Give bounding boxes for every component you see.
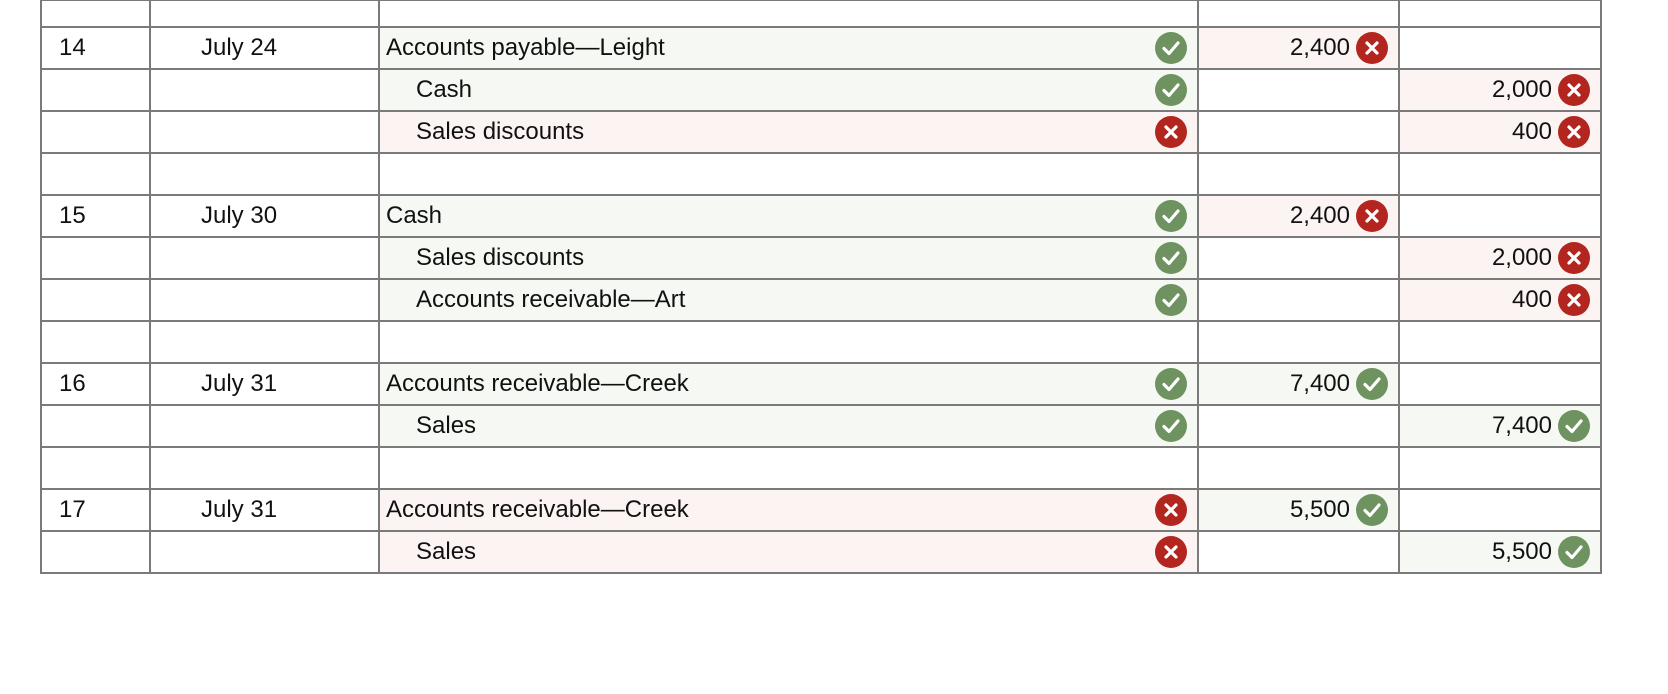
credit-field[interactable] bbox=[1399, 279, 1601, 321]
account-title: Accounts receivable—Art bbox=[416, 286, 686, 313]
account-title-field[interactable] bbox=[379, 279, 1198, 321]
date-cell bbox=[150, 195, 379, 237]
credit-field[interactable] bbox=[1399, 111, 1601, 153]
table-row bbox=[41, 363, 1601, 405]
debit-field[interactable] bbox=[1198, 489, 1399, 531]
date-cell bbox=[150, 237, 379, 279]
transaction-number: 17 bbox=[59, 496, 86, 523]
check-circle-icon bbox=[1155, 284, 1187, 316]
entry-date: July 30 bbox=[201, 202, 278, 229]
table-row bbox=[41, 531, 1601, 573]
no-cell bbox=[41, 447, 150, 489]
credit-amount: 2,000 bbox=[1491, 244, 1552, 271]
debit-amount: 7,400 bbox=[1289, 370, 1350, 397]
credit-field[interactable] bbox=[1399, 69, 1601, 111]
check-circle-icon bbox=[1155, 242, 1187, 274]
account-cell bbox=[379, 0, 1198, 27]
debit-field[interactable] bbox=[1198, 279, 1399, 321]
date-cell bbox=[150, 27, 379, 69]
spacer-row bbox=[41, 447, 1601, 489]
debit-cell[interactable] bbox=[1198, 321, 1399, 363]
transaction-number: 15 bbox=[59, 202, 86, 229]
credit-cell bbox=[1399, 0, 1601, 27]
date-cell bbox=[150, 447, 379, 489]
account-title-field[interactable] bbox=[379, 195, 1198, 237]
no-cell bbox=[41, 153, 150, 195]
debit-field[interactable] bbox=[1198, 111, 1399, 153]
journal-entry-body bbox=[41, 0, 1601, 573]
transaction-number-cell bbox=[41, 279, 150, 321]
account-title: Accounts receivable—Creek bbox=[386, 496, 689, 523]
check-circle-icon bbox=[1558, 536, 1590, 568]
table-row bbox=[41, 237, 1601, 279]
table-row bbox=[41, 405, 1601, 447]
journal-entry-table bbox=[40, 0, 1602, 574]
spacer-row bbox=[41, 321, 1601, 363]
check-circle-icon bbox=[1155, 410, 1187, 442]
check-circle-icon bbox=[1558, 410, 1590, 442]
check-circle-icon bbox=[1155, 368, 1187, 400]
transaction-number: 16 bbox=[59, 370, 86, 397]
table-row bbox=[41, 111, 1601, 153]
debit-amount: 2,400 bbox=[1289, 34, 1350, 61]
credit-field[interactable] bbox=[1399, 237, 1601, 279]
transaction-number-cell bbox=[41, 27, 150, 69]
table-row bbox=[41, 279, 1601, 321]
account-title: Accounts receivable—Creek bbox=[386, 370, 689, 397]
x-circle-icon bbox=[1155, 116, 1187, 148]
debit-cell bbox=[1198, 0, 1399, 27]
debit-field[interactable] bbox=[1198, 531, 1399, 573]
date-cell bbox=[150, 279, 379, 321]
credit-field[interactable] bbox=[1399, 195, 1601, 237]
debit-cell[interactable] bbox=[1198, 153, 1399, 195]
debit-cell[interactable] bbox=[1198, 447, 1399, 489]
table-row bbox=[41, 69, 1601, 111]
account-cell[interactable] bbox=[379, 153, 1198, 195]
account-cell[interactable] bbox=[379, 321, 1198, 363]
debit-amount: 5,500 bbox=[1289, 496, 1350, 523]
credit-field[interactable] bbox=[1399, 405, 1601, 447]
debit-field[interactable] bbox=[1198, 27, 1399, 69]
entry-date: July 31 bbox=[201, 370, 278, 397]
x-circle-icon bbox=[1155, 536, 1187, 568]
account-title-field[interactable] bbox=[379, 531, 1198, 573]
account-title-field[interactable] bbox=[379, 489, 1198, 531]
account-title-field[interactable] bbox=[379, 237, 1198, 279]
date-cell bbox=[150, 69, 379, 111]
credit-amount: 400 bbox=[1511, 286, 1552, 313]
transaction-number-cell bbox=[41, 363, 150, 405]
check-circle-icon bbox=[1155, 32, 1187, 64]
check-circle-icon bbox=[1155, 200, 1187, 232]
account-title: Accounts payable—Leight bbox=[386, 34, 665, 61]
debit-field[interactable] bbox=[1198, 195, 1399, 237]
spacer-row bbox=[41, 0, 1601, 27]
credit-amount: 2,000 bbox=[1491, 76, 1552, 103]
account-title: Sales bbox=[416, 412, 477, 439]
credit-field[interactable] bbox=[1399, 363, 1601, 405]
no-cell bbox=[41, 0, 150, 27]
credit-cell[interactable] bbox=[1399, 321, 1601, 363]
debit-amount: 2,400 bbox=[1289, 202, 1350, 229]
table-row bbox=[41, 195, 1601, 237]
x-circle-icon bbox=[1558, 74, 1590, 106]
account-title: Sales bbox=[416, 538, 477, 565]
transaction-number-cell bbox=[41, 69, 150, 111]
debit-field[interactable] bbox=[1198, 237, 1399, 279]
date-cell bbox=[150, 363, 379, 405]
account-title-field[interactable] bbox=[379, 69, 1198, 111]
x-circle-icon bbox=[1155, 494, 1187, 526]
x-circle-icon bbox=[1558, 242, 1590, 274]
entry-date: July 24 bbox=[201, 34, 278, 61]
table-row bbox=[41, 489, 1601, 531]
credit-amount: 400 bbox=[1511, 118, 1552, 145]
credit-cell[interactable] bbox=[1399, 447, 1601, 489]
transaction-number-cell bbox=[41, 405, 150, 447]
date-cell bbox=[150, 111, 379, 153]
x-circle-icon bbox=[1356, 32, 1388, 64]
debit-field[interactable] bbox=[1198, 69, 1399, 111]
date-cell bbox=[150, 405, 379, 447]
x-circle-icon bbox=[1558, 284, 1590, 316]
account-title-field[interactable] bbox=[379, 111, 1198, 153]
credit-field[interactable] bbox=[1399, 489, 1601, 531]
account-title: Sales discounts bbox=[416, 244, 585, 271]
x-circle-icon bbox=[1356, 200, 1388, 232]
table-row bbox=[41, 27, 1601, 69]
transaction-number-cell bbox=[41, 237, 150, 279]
credit-field[interactable] bbox=[1399, 531, 1601, 573]
account-title: Sales discounts bbox=[416, 118, 585, 145]
credit-cell[interactable] bbox=[1399, 153, 1601, 195]
check-circle-icon bbox=[1356, 494, 1388, 526]
credit-field[interactable] bbox=[1399, 27, 1601, 69]
transaction-number-cell bbox=[41, 531, 150, 573]
debit-field[interactable] bbox=[1198, 363, 1399, 405]
transaction-number-cell bbox=[41, 111, 150, 153]
no-cell bbox=[41, 321, 150, 363]
transaction-number-cell bbox=[41, 195, 150, 237]
check-circle-icon bbox=[1155, 74, 1187, 106]
transaction-number: 14 bbox=[59, 34, 86, 61]
account-title-field[interactable] bbox=[379, 405, 1198, 447]
debit-field[interactable] bbox=[1198, 405, 1399, 447]
account-title-field[interactable] bbox=[379, 27, 1198, 69]
account-cell[interactable] bbox=[379, 447, 1198, 489]
spacer-row bbox=[41, 153, 1601, 195]
x-circle-icon bbox=[1558, 116, 1590, 148]
date-cell bbox=[150, 531, 379, 573]
date-cell bbox=[150, 321, 379, 363]
date-cell bbox=[150, 0, 379, 27]
account-title-field[interactable] bbox=[379, 363, 1198, 405]
transaction-number-cell bbox=[41, 489, 150, 531]
entry-date: July 31 bbox=[201, 496, 278, 523]
credit-amount: 5,500 bbox=[1491, 538, 1552, 565]
date-cell bbox=[150, 489, 379, 531]
date-cell bbox=[150, 153, 379, 195]
check-circle-icon bbox=[1356, 368, 1388, 400]
account-title: Cash bbox=[386, 202, 443, 229]
account-title: Cash bbox=[416, 76, 473, 103]
credit-amount: 7,400 bbox=[1491, 412, 1552, 439]
